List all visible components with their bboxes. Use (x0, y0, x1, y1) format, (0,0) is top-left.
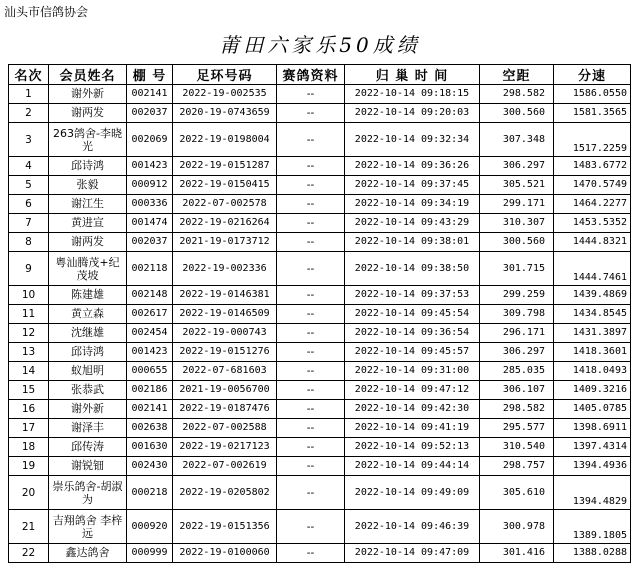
rank-cell: 20 (9, 476, 49, 510)
distance-cell: 305.521 (480, 176, 554, 195)
distance-cell: 306.107 (480, 381, 554, 400)
ring-number-cell: 2022-19-0198004 (173, 123, 277, 157)
pigeon-info-cell: -- (277, 214, 345, 233)
table-row (9, 457, 631, 476)
member-name-cell: 张毅 (49, 176, 127, 195)
member-name-cell: 邱诗鸿 (49, 157, 127, 176)
ring-number-cell: 2022-19-0150415 (173, 176, 277, 195)
arrival-time-cell: 2022-10-14 09:47:12 (345, 381, 480, 400)
ring-number-cell: 2022-19-0187476 (173, 400, 277, 419)
results-title: 莆田六家乐50成绩 (219, 33, 421, 57)
loft-number-cell: 002141 (127, 400, 173, 419)
loft-number-cell: 002454 (127, 324, 173, 343)
loft-number-cell: 000218 (127, 476, 173, 510)
rank-cell: 8 (9, 233, 49, 252)
pigeon-info-cell: -- (277, 362, 345, 381)
arrival-time-cell: 2022-10-14 09:49:09 (345, 476, 480, 510)
arrival-time-cell: 2022-10-14 09:34:19 (345, 195, 480, 214)
ring-number-cell: 2022-19-0151287 (173, 157, 277, 176)
ring-number-cell: 2022-19-0217123 (173, 438, 277, 457)
table-row (9, 544, 631, 563)
column-header-loft: 棚 号 (127, 65, 173, 85)
table-row (9, 324, 631, 343)
arrival-time-cell: 2022-10-14 09:37:45 (345, 176, 480, 195)
rank-cell: 4 (9, 157, 49, 176)
ring-number-cell: 2022-19-0216264 (173, 214, 277, 233)
arrival-time-cell: 2022-10-14 09:32:34 (345, 123, 480, 157)
rank-cell: 19 (9, 457, 49, 476)
column-header-name: 会员姓名 (49, 65, 127, 85)
pigeon-info-cell: -- (277, 104, 345, 123)
ring-number-cell: 2022-19-0205802 (173, 476, 277, 510)
table-row (9, 362, 631, 381)
ring-number-cell: 2021-19-0173712 (173, 233, 277, 252)
table-header-row (9, 65, 631, 85)
ring-number-cell: 2022-07-002588 (173, 419, 277, 438)
rank-cell: 15 (9, 381, 49, 400)
rank-cell: 18 (9, 438, 49, 457)
distance-cell: 301.715 (480, 252, 554, 286)
loft-number-cell: 002069 (127, 123, 173, 157)
member-name-cell: 吉翔鸽舍 李梓远 (49, 510, 127, 544)
loft-number-cell: 000912 (127, 176, 173, 195)
speed-cell: 1483.6772 (554, 157, 631, 176)
distance-cell: 300.978 (480, 510, 554, 544)
distance-cell: 299.259 (480, 286, 554, 305)
arrival-time-cell: 2022-10-14 09:18:15 (345, 85, 480, 104)
pigeon-info-cell: -- (277, 457, 345, 476)
column-header-time: 归 巢 时 间 (345, 65, 480, 85)
arrival-time-cell: 2022-10-14 09:46:39 (345, 510, 480, 544)
loft-number-cell: 002186 (127, 381, 173, 400)
speed-cell: 1444.7461 (554, 252, 631, 286)
pigeon-info-cell: -- (277, 476, 345, 510)
loft-number-cell: 000999 (127, 544, 173, 563)
speed-cell: 1453.5352 (554, 214, 631, 233)
ring-number-cell: 2020-19-0743659 (173, 104, 277, 123)
member-name-cell: 沈继雄 (49, 324, 127, 343)
results-table (8, 64, 631, 563)
distance-cell: 309.798 (480, 305, 554, 324)
loft-number-cell: 002617 (127, 305, 173, 324)
distance-cell: 285.035 (480, 362, 554, 381)
column-header-rank: 名次 (9, 65, 49, 85)
table-row (9, 176, 631, 195)
distance-cell: 301.416 (480, 544, 554, 563)
column-header-info: 赛鸽资料 (277, 65, 345, 85)
pigeon-info-cell: -- (277, 85, 345, 104)
rank-cell: 2 (9, 104, 49, 123)
ring-number-cell: 2022-19-000743 (173, 324, 277, 343)
table-row (9, 381, 631, 400)
table-row (9, 305, 631, 324)
distance-cell: 299.171 (480, 195, 554, 214)
arrival-time-cell: 2022-10-14 09:36:26 (345, 157, 480, 176)
pigeon-info-cell: -- (277, 233, 345, 252)
distance-cell: 298.582 (480, 400, 554, 419)
speed-cell: 1581.3565 (554, 104, 631, 123)
speed-cell: 1439.4869 (554, 286, 631, 305)
ring-number-cell: 2022-19-002535 (173, 85, 277, 104)
loft-number-cell: 002148 (127, 286, 173, 305)
member-name-cell: 黄立森 (49, 305, 127, 324)
speed-cell: 1418.0493 (554, 362, 631, 381)
arrival-time-cell: 2022-10-14 09:45:57 (345, 343, 480, 362)
table-row (9, 157, 631, 176)
speed-cell: 1431.3897 (554, 324, 631, 343)
member-name-cell: 谢外新 (49, 85, 127, 104)
member-name-cell: 谢外新 (49, 400, 127, 419)
loft-number-cell: 002037 (127, 233, 173, 252)
pigeon-info-cell: -- (277, 343, 345, 362)
rank-cell: 6 (9, 195, 49, 214)
pigeon-info-cell: -- (277, 286, 345, 305)
rank-cell: 22 (9, 544, 49, 563)
rank-cell: 17 (9, 419, 49, 438)
distance-cell: 300.560 (480, 233, 554, 252)
speed-cell: 1397.4314 (554, 438, 631, 457)
member-name-cell: 谢江生 (49, 195, 127, 214)
pigeon-info-cell: -- (277, 252, 345, 286)
distance-cell: 310.540 (480, 438, 554, 457)
table-row (9, 438, 631, 457)
loft-number-cell: 001423 (127, 343, 173, 362)
member-name-cell: 邱传涛 (49, 438, 127, 457)
rank-cell: 21 (9, 510, 49, 544)
ring-number-cell: 2022-19-0146381 (173, 286, 277, 305)
rank-cell: 3 (9, 123, 49, 157)
distance-cell: 306.297 (480, 343, 554, 362)
rank-cell: 5 (9, 176, 49, 195)
speed-cell: 1418.3601 (554, 343, 631, 362)
speed-cell: 1470.5749 (554, 176, 631, 195)
pigeon-info-cell: -- (277, 510, 345, 544)
table-row (9, 195, 631, 214)
speed-cell: 1517.2259 (554, 123, 631, 157)
ring-number-cell: 2021-19-0056700 (173, 381, 277, 400)
distance-cell: 310.307 (480, 214, 554, 233)
arrival-time-cell: 2022-10-14 09:36:54 (345, 324, 480, 343)
loft-number-cell: 002430 (127, 457, 173, 476)
rank-cell: 14 (9, 362, 49, 381)
table-row (9, 252, 631, 286)
speed-cell: 1398.6911 (554, 419, 631, 438)
loft-number-cell: 002037 (127, 104, 173, 123)
arrival-time-cell: 2022-10-14 09:31:00 (345, 362, 480, 381)
rank-cell: 13 (9, 343, 49, 362)
pigeon-info-cell: -- (277, 544, 345, 563)
speed-cell: 1389.1805 (554, 510, 631, 544)
ring-number-cell: 2022-19-0100060 (173, 544, 277, 563)
rank-cell: 1 (9, 85, 49, 104)
member-name-cell: 崇乐鸽舍-胡淑为 (49, 476, 127, 510)
member-name-cell: 张恭武 (49, 381, 127, 400)
pigeon-info-cell: -- (277, 123, 345, 157)
loft-number-cell: 001474 (127, 214, 173, 233)
rank-cell: 7 (9, 214, 49, 233)
column-header-speed: 分速 (554, 65, 631, 85)
member-name-cell: 谢锐钿 (49, 457, 127, 476)
distance-cell: 305.610 (480, 476, 554, 510)
loft-number-cell: 002638 (127, 419, 173, 438)
pigeon-info-cell: -- (277, 324, 345, 343)
table-row (9, 286, 631, 305)
rank-cell: 12 (9, 324, 49, 343)
table-row (9, 419, 631, 438)
table-row (9, 214, 631, 233)
pigeon-info-cell: -- (277, 419, 345, 438)
ring-number-cell: 2022-19-0146509 (173, 305, 277, 324)
rank-cell: 11 (9, 305, 49, 324)
loft-number-cell: 001423 (127, 157, 173, 176)
rank-cell: 10 (9, 286, 49, 305)
arrival-time-cell: 2022-10-14 09:38:50 (345, 252, 480, 286)
member-name-cell: 谢两发 (49, 233, 127, 252)
ring-number-cell: 2022-19-0151356 (173, 510, 277, 544)
pigeon-info-cell: -- (277, 400, 345, 419)
arrival-time-cell: 2022-10-14 09:42:30 (345, 400, 480, 419)
distance-cell: 296.171 (480, 324, 554, 343)
table-row (9, 510, 631, 544)
member-name-cell: 邱诗鸿 (49, 343, 127, 362)
pigeon-info-cell: -- (277, 195, 345, 214)
arrival-time-cell: 2022-10-14 09:37:53 (345, 286, 480, 305)
speed-cell: 1444.8321 (554, 233, 631, 252)
pigeon-info-cell: -- (277, 381, 345, 400)
loft-number-cell: 000920 (127, 510, 173, 544)
arrival-time-cell: 2022-10-14 09:52:13 (345, 438, 480, 457)
distance-cell: 298.757 (480, 457, 554, 476)
pigeon-info-cell: -- (277, 157, 345, 176)
column-header-ring: 足环号码 (173, 65, 277, 85)
rank-cell: 9 (9, 252, 49, 286)
arrival-time-cell: 2022-10-14 09:20:03 (345, 104, 480, 123)
loft-number-cell: 000655 (127, 362, 173, 381)
speed-cell: 1409.3216 (554, 381, 631, 400)
loft-number-cell: 002118 (127, 252, 173, 286)
table-row (9, 476, 631, 510)
arrival-time-cell: 2022-10-14 09:38:01 (345, 233, 480, 252)
speed-cell: 1405.0785 (554, 400, 631, 419)
distance-cell: 306.297 (480, 157, 554, 176)
organization-name: 汕头市信鸽协会 (4, 5, 89, 19)
loft-number-cell: 001630 (127, 438, 173, 457)
member-name-cell: 蚁旭明 (49, 362, 127, 381)
member-name-cell: 黄进宣 (49, 214, 127, 233)
ring-number-cell: 2022-07-002619 (173, 457, 277, 476)
speed-cell: 1434.8545 (554, 305, 631, 324)
ring-number-cell: 2022-07-002578 (173, 195, 277, 214)
member-name-cell: 263鸽舍-李晓光 (49, 123, 127, 157)
arrival-time-cell: 2022-10-14 09:47:09 (345, 544, 480, 563)
speed-cell: 1394.4829 (554, 476, 631, 510)
distance-cell: 300.560 (480, 104, 554, 123)
member-name-cell: 谢泽丰 (49, 419, 127, 438)
ring-number-cell: 2022-19-0151276 (173, 343, 277, 362)
pigeon-info-cell: -- (277, 176, 345, 195)
member-name-cell: 谢两发 (49, 104, 127, 123)
distance-cell: 307.348 (480, 123, 554, 157)
speed-cell: 1586.0550 (554, 85, 631, 104)
member-name-cell: 粤汕腾茂+纪茂坡 (49, 252, 127, 286)
table-row (9, 104, 631, 123)
rank-cell: 16 (9, 400, 49, 419)
loft-number-cell: 000336 (127, 195, 173, 214)
pigeon-info-cell: -- (277, 305, 345, 324)
member-name-cell: 陈建雄 (49, 286, 127, 305)
column-header-distance: 空距 (480, 65, 554, 85)
pigeon-info-cell: -- (277, 438, 345, 457)
ring-number-cell: 2022-07-681603 (173, 362, 277, 381)
speed-cell: 1394.4936 (554, 457, 631, 476)
table-row (9, 85, 631, 104)
loft-number-cell: 002141 (127, 85, 173, 104)
arrival-time-cell: 2022-10-14 09:44:14 (345, 457, 480, 476)
distance-cell: 295.577 (480, 419, 554, 438)
arrival-time-cell: 2022-10-14 09:45:54 (345, 305, 480, 324)
table-row (9, 123, 631, 157)
table-row (9, 343, 631, 362)
speed-cell: 1464.2277 (554, 195, 631, 214)
ring-number-cell: 2022-19-002336 (173, 252, 277, 286)
speed-cell: 1388.0288 (554, 544, 631, 563)
table-row (9, 233, 631, 252)
distance-cell: 298.582 (480, 85, 554, 104)
arrival-time-cell: 2022-10-14 09:41:19 (345, 419, 480, 438)
table-row (9, 400, 631, 419)
member-name-cell: 鑫达鸽舍 (49, 544, 127, 563)
arrival-time-cell: 2022-10-14 09:43:29 (345, 214, 480, 233)
